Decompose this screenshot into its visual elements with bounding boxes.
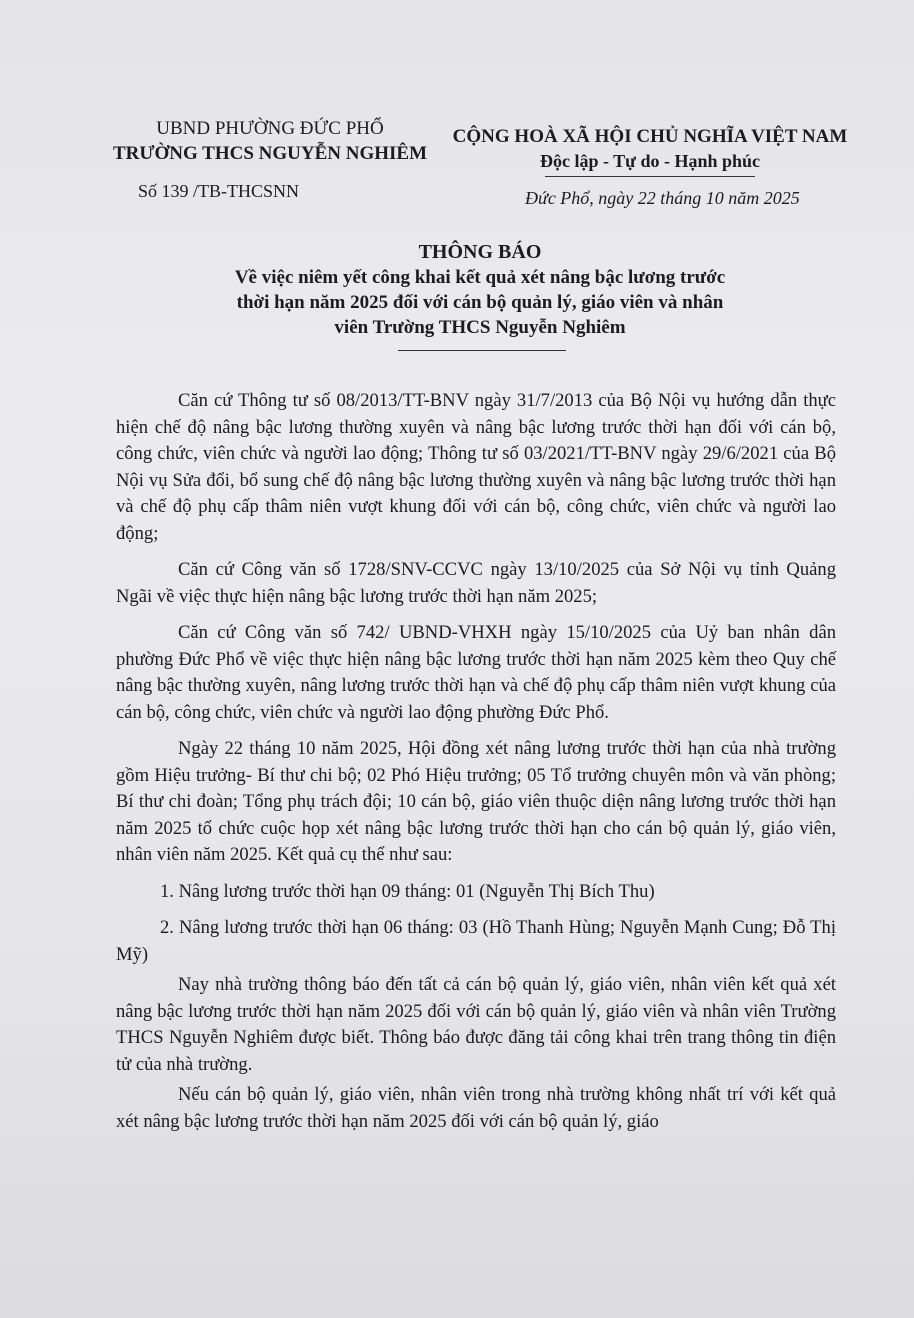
paragraph-legal-basis-3: Căn cứ Công văn số 742/ UBND-VHXH ngày 15/10/2025 của Uỷ ban nhân dân phường Đức Phổ về việc thực hiện nâng bậc lương trước thời hạn năm 2025 kèm theo Quy chế nâng bậc thường xuyên, nâng lương trước thời hạn và chế độ phụ cấp thâm niên vượt khung của cán bộ, công chức, viên chức và người lao động phường Đức Phổ.: [116, 622, 836, 723]
document-body: [116, 388, 836, 1139]
issuing-agency-block: [85, 116, 455, 166]
motto-underline: [545, 176, 755, 177]
paragraph-announcement: Nay nhà trường thông báo đến tất cả cán bộ quản lý, giáo viên, nhân viên kết quả xét nâng bậc lương trước thời hạn năm 2025 đối với cán bộ quản lý, giáo viên và nhân viên Trường THCS Nguyễn Nghiêm được biết. Thông báo được đăng tải công khai trên trang thông tin điện tử của nhà trường.: [116, 974, 836, 1075]
document-heading: THÔNG BÁO: [418, 241, 542, 263]
result-item-1: 1. Nâng lương trước thời hạn 09 tháng: 01 (Nguyễn Thị Bích Thu): [160, 880, 655, 902]
paragraph-objection: Nếu cán bộ quản lý, giáo viên, nhân viên trong nhà trường không nhất trí với kết quả xét nâng bậc lương trước thời hạn năm 2025 đối với cán bộ quản lý, giáo: [116, 1084, 836, 1132]
place-and-date: Đức Phổ, ngày 22 tháng 10 năm 2025: [525, 188, 800, 208]
subject-line-3: viên Trường THCS Nguyễn Nghiêm: [334, 317, 626, 338]
school-name: TRƯỜNG THCS NGUYỄN NGHIÊM: [112, 143, 428, 164]
document-title-block: [180, 240, 780, 340]
title-underline: [398, 350, 566, 351]
paragraph-meeting: Ngày 22 tháng 10 năm 2025, Hội đồng xét nâng lương trước thời hạn của nhà trường gồm Hiệu trưởng- Bí thư chi bộ; 02 Phó Hiệu trưởng; 05 Tổ trưởng chuyên môn và văn phòng; Bí thư chi đoàn; Tổng phụ trách đội; 10 cán bộ, giáo viên thuộc diện nâng lương trước thời hạn năm 2025 tổ chức cuộc họp xét nâng bậc lương trước thời hạn cho cán bộ quản lý, giáo viên, nhân viên năm 2025. Kết quả cụ thể như sau:: [116, 738, 836, 865]
country-name: CỘNG HOÀ XÃ HỘI CHỦ NGHĨA VIỆT NAM: [452, 126, 848, 147]
subject-line-2: thời hạn năm 2025 đối với cán bộ quản lý, giáo viên và nhân: [236, 292, 724, 313]
paragraph-legal-basis-1: Căn cứ Thông tư số 08/2013/TT-BNV ngày 31/7/2013 của Bộ Nội vụ hướng dẫn thực hiện chế độ nâng bậc lương thường xuyên và nâng bậc lương trước thời hạn đối với cán bộ, công chức, viên chức và người lao động; Thông tư số 03/2021/TT-BNV ngày 29/6/2021 của Bộ Nội vụ Sửa đổi, bổ sung chế độ nâng bậc lương thường xuyên và nâng bậc lương trước thời hạn và chế độ phụ cấp thâm niên vượt khung đối với cán bộ, công chức, viên chức và người lao động;: [116, 390, 836, 544]
document-number: Số 139 /TB-THCSNN: [138, 181, 300, 201]
result-item-2: 2. Nâng lương trước thời hạn 06 tháng: 03 (Hồ Thanh Hùng; Nguyễn Mạnh Cung; Đỗ Thị Mỹ): [116, 917, 836, 965]
subject-line-1: Về việc niêm yết công khai kết quả xét nâng bậc lương trước: [234, 267, 726, 288]
paragraph-legal-basis-2: Căn cứ Công văn số 1728/SNV-CCVC ngày 13/10/2025 của Sở Nội vụ tỉnh Quảng Ngãi về việc thực hiện nâng bậc lương trước thời hạn năm 2025;: [116, 559, 836, 607]
national-motto: Độc lập - Tự do - Hạnh phúc: [539, 151, 761, 171]
agency-name: UBND PHƯỜNG ĐỨC PHỔ: [156, 118, 384, 139]
national-title-block: [430, 124, 870, 174]
